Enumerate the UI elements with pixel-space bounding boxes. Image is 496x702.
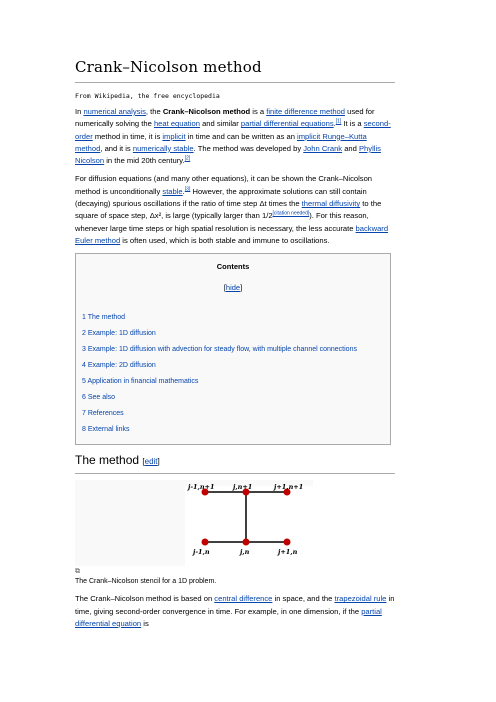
link-numerical-analysis[interactable]: numerical analysis <box>83 107 146 116</box>
stencil-label: j+1,n <box>278 548 298 557</box>
stencil-node <box>284 539 291 546</box>
citation-1[interactable]: [1] <box>335 118 342 125</box>
figure-caption: The Crank–Nicolson stencil for a 1D problem. <box>75 578 217 586</box>
text: The Crank–Nicolson method is based on <box>75 594 215 604</box>
stability-paragraph: For diffusion equations (and many other equations), it can be shown the Crank–Nicolson method is unconditionally stable.[3] However, the approximate solutions can still contain (decaying) spurious oscillations if the ratio of time step Δt times the thermal diffusivity to the square of space step, Δx², is large (typically larger than 1/2[citation needed]). For this reason, whenever large time steps or high spatial resolution is necessary, the less accurate backward Euler method is often used, which is both stable and immune to oscillations. <box>75 174 389 245</box>
text: . The method was developed by <box>193 143 304 153</box>
stencil-node <box>243 539 250 546</box>
text: is often used, which is both stable and immune to oscillations. <box>120 235 330 245</box>
stencil-label: j+1,n+1 <box>274 483 304 492</box>
link-thermal-diffusivity[interactable]: thermal diffusivity <box>301 199 361 209</box>
edit-section: [edit] <box>142 457 160 467</box>
toc-item[interactable]: 3 Example: 1D diffusion with advection for steady flow, with multiple channel connections <box>82 346 357 354</box>
link-heat-equation[interactable]: heat equation <box>153 119 200 129</box>
toc-hide-toggle: [hide] <box>223 283 243 293</box>
text: in time, giving second-order convergence in time. For example, in one dimension, if the <box>75 594 395 616</box>
text: is <box>141 618 149 628</box>
page-title: Crank–Nicolson method <box>75 58 395 83</box>
stencil-node <box>202 539 209 546</box>
citation-3[interactable]: [3] <box>184 186 191 193</box>
toc-item[interactable]: 7 References <box>82 410 124 418</box>
link-partial-differential-equation[interactable]: partial differential equation <box>75 606 382 628</box>
table-of-contents <box>75 253 391 445</box>
text: , the <box>145 107 163 116</box>
text: However, the approximate solutions can still contain (decaying) spurious oscillations if the ratio of time step Δt times the <box>75 186 367 209</box>
link-central-difference[interactable]: central difference <box>214 594 273 604</box>
toc-item[interactable]: 5 Application in financial mathematics <box>82 378 199 386</box>
text: and <box>342 143 359 153</box>
enlarge-icon[interactable]: ⧉ <box>75 568 80 576</box>
toc-item[interactable]: 8 External links <box>82 426 130 434</box>
link-john-crank[interactable]: John Crank <box>303 143 343 153</box>
article <box>75 58 395 636</box>
stencil-label: j,n <box>240 548 250 557</box>
section-title: The method <box>75 453 140 468</box>
toc-title: Contents <box>216 262 250 272</box>
stencil-label: j-1,n <box>193 548 210 557</box>
toc-item[interactable]: 4 Example: 2D diffusion <box>82 362 156 370</box>
intro-paragraph: In numerical analysis, the Crank–Nicolson method is a finite difference method used for numerically solving the heat equation and similar partial differential equations.[1] It is a second-order method in time, it is implicit in time and can be written as an implicit Runge–Kutta method, and it is numerically stable. The method was developed by John Crank and Phyllis Nicolson in the mid 20th century.[2] <box>75 107 391 166</box>
link-backward-euler[interactable]: backward Euler method <box>75 223 389 245</box>
link-numerically-stable[interactable]: numerically stable <box>132 143 194 153</box>
citation-2[interactable]: [2] <box>184 155 191 162</box>
toc-item[interactable]: 6 See also <box>82 394 116 402</box>
link-pde[interactable]: partial differential equations <box>240 119 334 129</box>
link-stable[interactable]: stable <box>162 186 183 196</box>
text: to the square of space step, Δx², is large (typically larger than 1/2 <box>75 199 382 221</box>
link-implicit-runge-kutta[interactable]: implicit Runge–Kutta method <box>75 131 367 153</box>
text: is a <box>250 107 267 116</box>
citation-needed[interactable]: [citation needed] <box>272 210 310 217</box>
text: method in time, it is <box>92 131 163 141</box>
text: and similar <box>199 119 241 129</box>
section-heading-the-method <box>75 453 395 474</box>
text: used for numerically solving the <box>75 107 375 129</box>
toc-hide-link[interactable]: hide <box>225 283 241 293</box>
text: In <box>75 107 84 116</box>
toc-item[interactable]: 1 The method <box>82 314 126 322</box>
text: For diffusion equations (and many other equations), it can be shown the Crank–Nicolson method is unconditionally <box>75 174 373 196</box>
text: in space, and the <box>272 594 335 604</box>
text: It is a <box>341 119 364 129</box>
link-phyllis-nicolson[interactable]: Phyllis Nicolson <box>75 143 381 166</box>
edit-link[interactable]: edit <box>144 457 158 467</box>
link-finite-difference-method[interactable]: finite difference method <box>266 107 346 116</box>
stencil-label: j,n+1 <box>233 483 253 492</box>
link-second-order[interactable]: second-order <box>75 119 391 141</box>
link-implicit[interactable]: implicit <box>162 131 186 141</box>
stencil-diagram <box>75 480 313 566</box>
method-paragraph <box>75 593 395 630</box>
link-trapezoidal-rule[interactable]: trapezoidal rule <box>334 594 387 604</box>
stencil-figure <box>75 480 313 585</box>
toc-item[interactable]: 2 Example: 1D diffusion <box>82 330 156 338</box>
text: in time and can be written as an <box>185 131 298 141</box>
toc-list <box>76 310 390 438</box>
text: in the mid 20th century. <box>104 156 185 166</box>
text: ). For this reason, whenever large time steps or high spatial resolution is necessary, the less accurate <box>75 211 369 233</box>
site-subtitle: From Wikipedia, the free encyclopedia <box>75 92 220 100</box>
stencil-label: j-1,n+1 <box>188 483 215 492</box>
text: , and it is <box>100 143 133 153</box>
bold-term: Crank–Nicolson method <box>162 107 251 116</box>
